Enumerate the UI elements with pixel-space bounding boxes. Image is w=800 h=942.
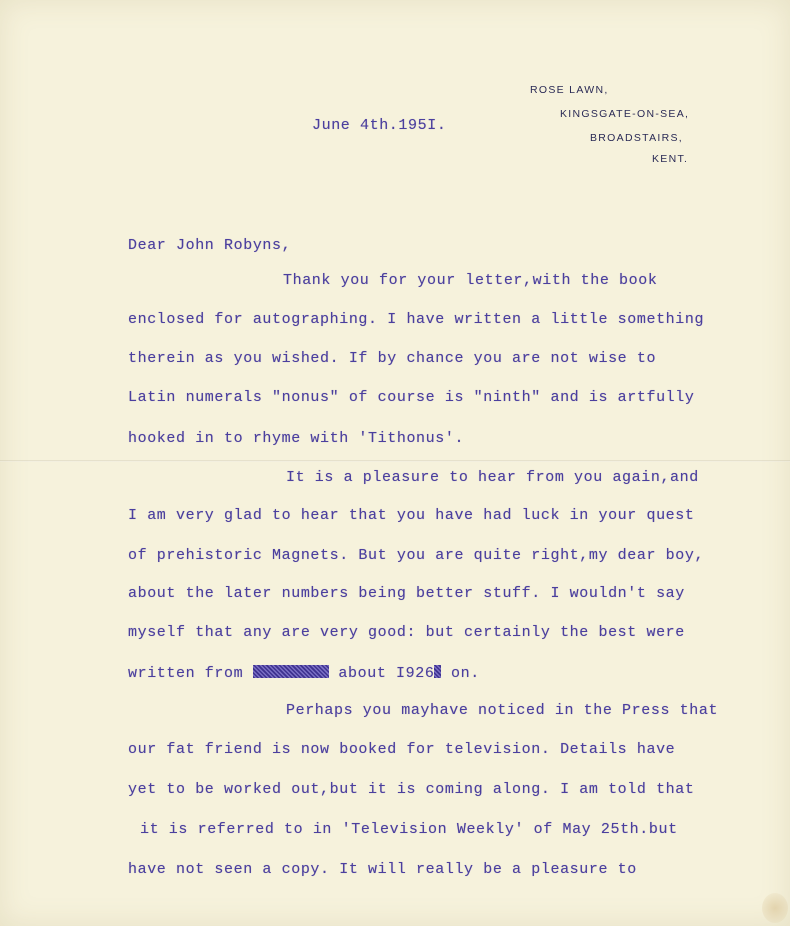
line-text: written from xyxy=(128,665,253,682)
salutation: Dear John Robyns, xyxy=(128,237,292,254)
body-line: myself that any are very good: but certainly the best were xyxy=(128,624,685,641)
body-line: therein as you wished. If by chance you are not wise to xyxy=(128,350,657,367)
struck-out-word xyxy=(253,665,329,678)
letter-date: June 4th.195I. xyxy=(312,117,447,134)
paper-stain xyxy=(762,893,788,923)
address-line: BROADSTAIRS, xyxy=(590,132,684,144)
body-line: have not seen a copy. It will really be a pleasure to xyxy=(128,861,637,878)
body-line: Thank you for your letter,with the book xyxy=(283,272,658,289)
body-line-with-strikeout xyxy=(128,665,480,682)
address-line: KENT. xyxy=(652,153,689,165)
body-line: enclosed for autographing. I have written a little something xyxy=(128,311,705,328)
body-line: I am very glad to hear that you have had luck in your quest xyxy=(128,507,695,524)
body-line: of prehistoric Magnets. But you are quite right,my dear boy, xyxy=(128,547,705,564)
body-line: Latin numerals "nonus" of course is "ninth" and is artfully xyxy=(128,389,695,406)
body-line: about the later numbers being better stuff. I wouldn't say xyxy=(128,585,685,602)
body-line: yet to be worked out,but it is coming along. I am told that xyxy=(128,781,695,798)
body-line: our fat friend is now booked for television. Details have xyxy=(128,741,676,758)
address-line: KINGSGATE-ON-SEA, xyxy=(560,108,690,120)
body-line: it is referred to in 'Television Weekly' of May 25th.but xyxy=(140,821,678,838)
paper-fold-crease xyxy=(0,460,790,462)
body-line: Perhaps you mayhave noticed in the Press that xyxy=(286,702,719,719)
body-line: It is a pleasure to hear from you again,and xyxy=(286,469,699,486)
line-text: on. xyxy=(441,665,480,682)
body-line: hooked in to rhyme with 'Tithonus'. xyxy=(128,430,465,447)
line-text: about I926 xyxy=(328,665,435,682)
address-line: ROSE LAWN, xyxy=(530,84,609,96)
